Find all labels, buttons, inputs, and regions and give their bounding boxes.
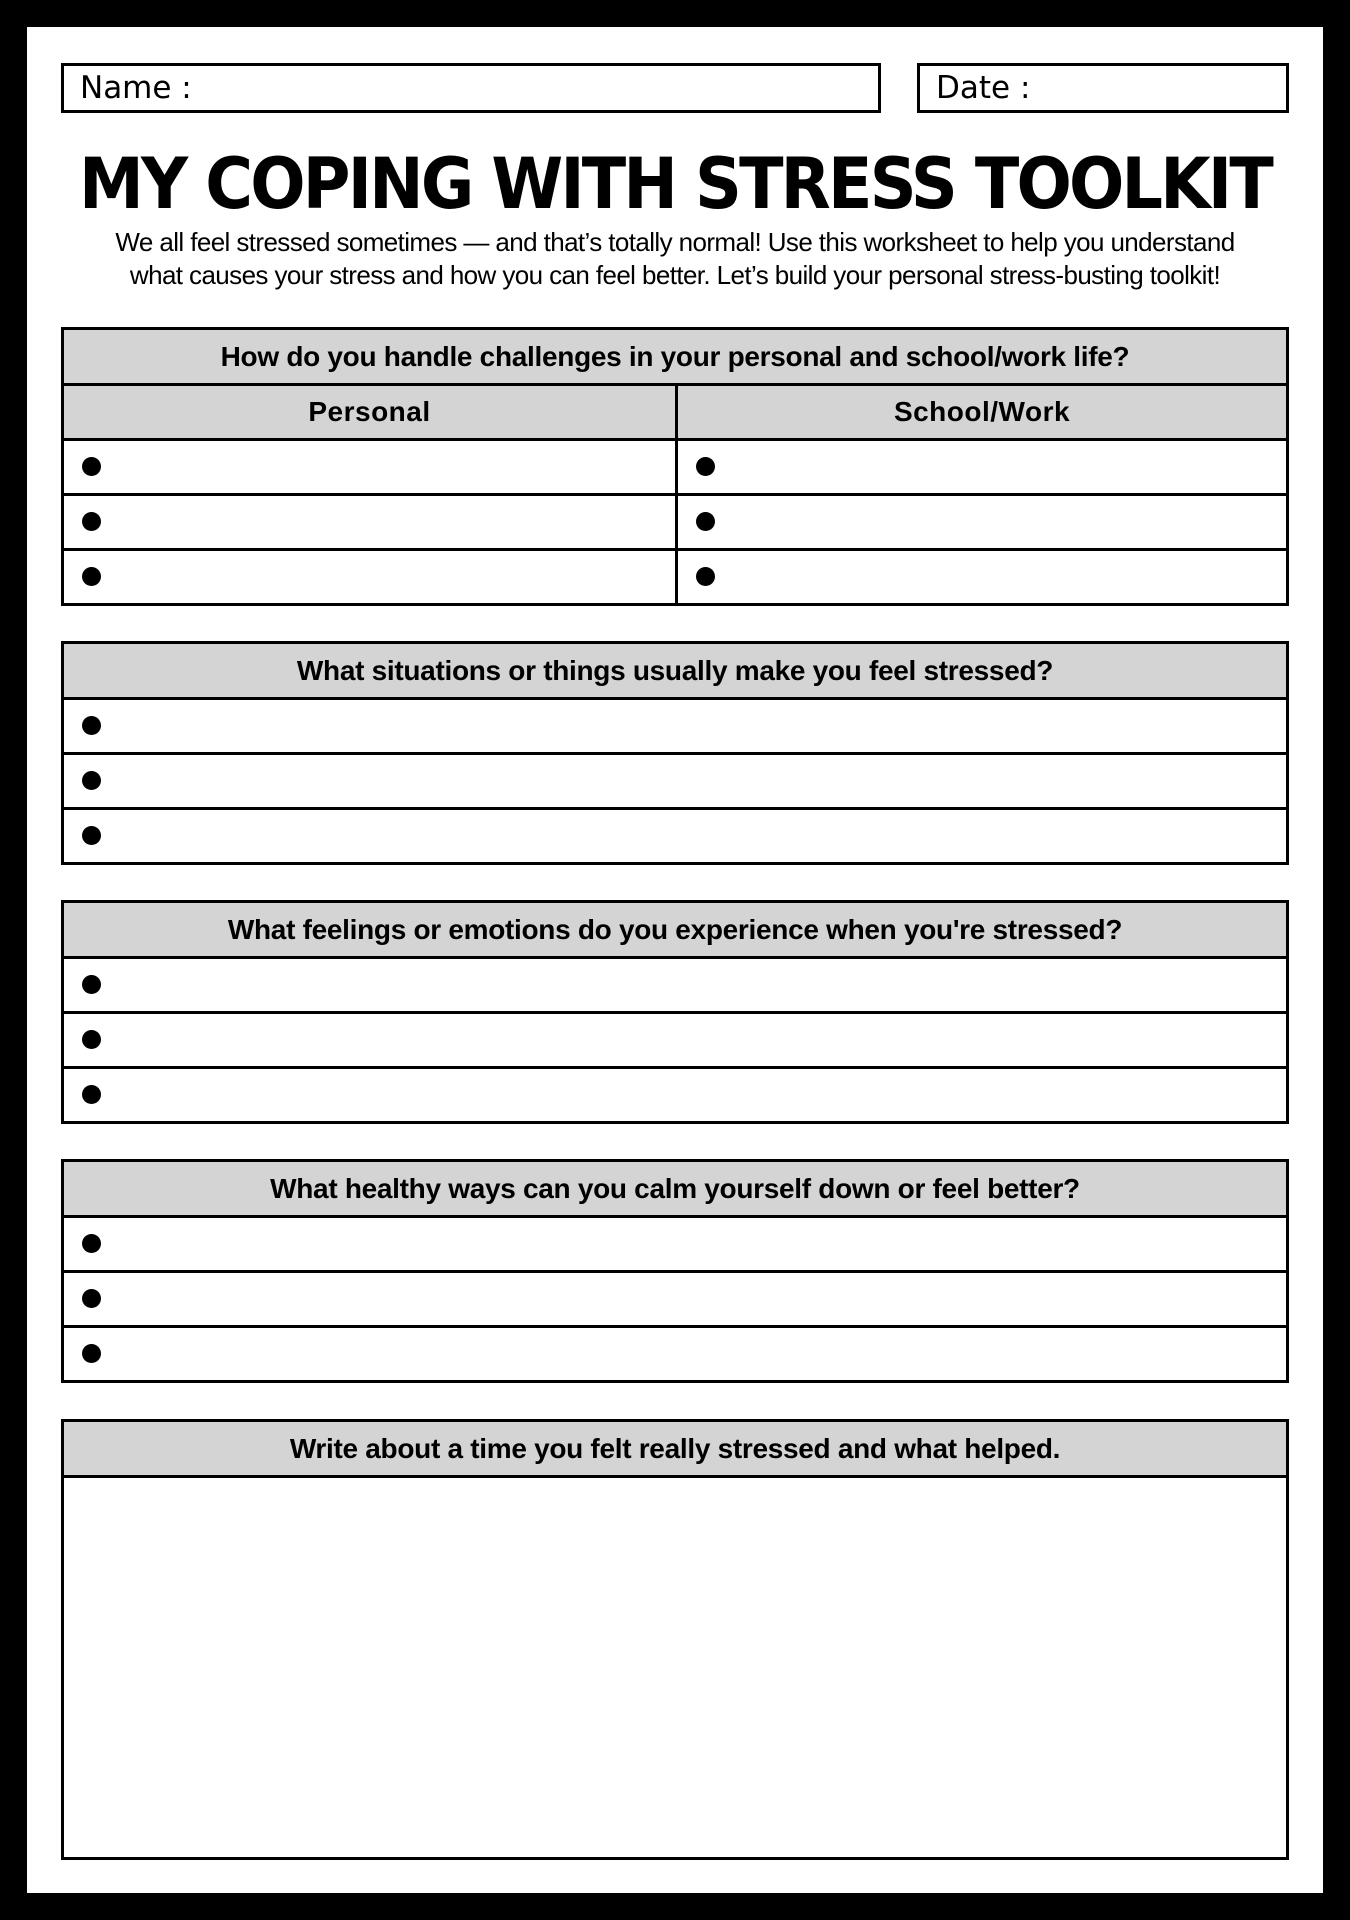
bullet-dot-icon	[82, 975, 101, 994]
challenges-section	[61, 327, 1289, 606]
feelings-section	[61, 900, 1289, 1124]
story-question: Write about a time you felt really stressed and what helped.	[64, 1422, 1286, 1478]
situations-question: What situations or things usually make you feel stressed?	[64, 644, 1286, 700]
bullet-dot-icon	[82, 1344, 101, 1363]
intro-line-1: We all feel stressed sometimes — and that’s totally normal! Use this worksheet to help you understand	[115, 227, 1235, 257]
school-work-column	[675, 386, 1286, 603]
bullet-dot-icon	[82, 567, 101, 586]
feelings-answer-line[interactable]	[64, 959, 1286, 1014]
healthy-ways-question: What healthy ways can you calm yourself down or feel better?	[64, 1162, 1286, 1218]
personal-header: Personal	[64, 386, 675, 441]
personal-answer-line[interactable]	[64, 441, 675, 496]
bullet-dot-icon	[696, 512, 715, 531]
school-work-answer-line[interactable]	[678, 551, 1286, 603]
name-field[interactable]	[61, 63, 881, 113]
feelings-question: What feelings or emotions do you experience when you're stressed?	[64, 903, 1286, 959]
school-work-answer-line[interactable]	[678, 496, 1286, 551]
intro-line-2: what causes your stress and how you can feel better. Let’s build your personal stress-busting toolkit!	[129, 260, 1221, 290]
challenges-table	[64, 386, 1286, 603]
bullet-dot-icon	[82, 1085, 101, 1104]
bullet-dot-icon	[82, 771, 101, 790]
situations-answer-line[interactable]	[64, 700, 1286, 755]
situations-answer-line[interactable]	[64, 755, 1286, 810]
story-section	[61, 1419, 1289, 1860]
situations-section	[61, 641, 1289, 865]
personal-answer-line[interactable]	[64, 551, 675, 603]
bullet-dot-icon	[82, 512, 101, 531]
worksheet-page	[27, 27, 1323, 1893]
healthy-ways-answer-line[interactable]	[64, 1218, 1286, 1273]
intro-text	[61, 226, 1289, 292]
healthy-ways-section	[61, 1159, 1289, 1383]
feelings-answer-line[interactable]	[64, 1069, 1286, 1121]
page-title: MY COPING WITH STRESS TOOLKIT	[79, 143, 1271, 225]
school-work-answer-line[interactable]	[678, 441, 1286, 496]
story-writing-area[interactable]	[64, 1478, 1286, 1857]
situations-answer-line[interactable]	[64, 810, 1286, 862]
bullet-dot-icon	[696, 457, 715, 476]
healthy-ways-answer-line[interactable]	[64, 1328, 1286, 1380]
bullet-dot-icon	[82, 1030, 101, 1049]
feelings-answer-line[interactable]	[64, 1014, 1286, 1069]
bullet-dot-icon	[82, 457, 101, 476]
bullet-dot-icon	[696, 567, 715, 586]
bullet-dot-icon	[82, 1289, 101, 1308]
bullet-dot-icon	[82, 826, 101, 845]
personal-column	[64, 386, 675, 603]
bullet-dot-icon	[82, 716, 101, 735]
healthy-ways-answer-line[interactable]	[64, 1273, 1286, 1328]
bullet-dot-icon	[82, 1234, 101, 1253]
name-label: Name :	[80, 70, 192, 106]
date-field[interactable]	[917, 63, 1289, 113]
school-work-header: School/Work	[678, 386, 1286, 441]
personal-answer-line[interactable]	[64, 496, 675, 551]
challenges-question: How do you handle challenges in your personal and school/work life?	[64, 330, 1286, 386]
date-label: Date :	[936, 70, 1031, 106]
